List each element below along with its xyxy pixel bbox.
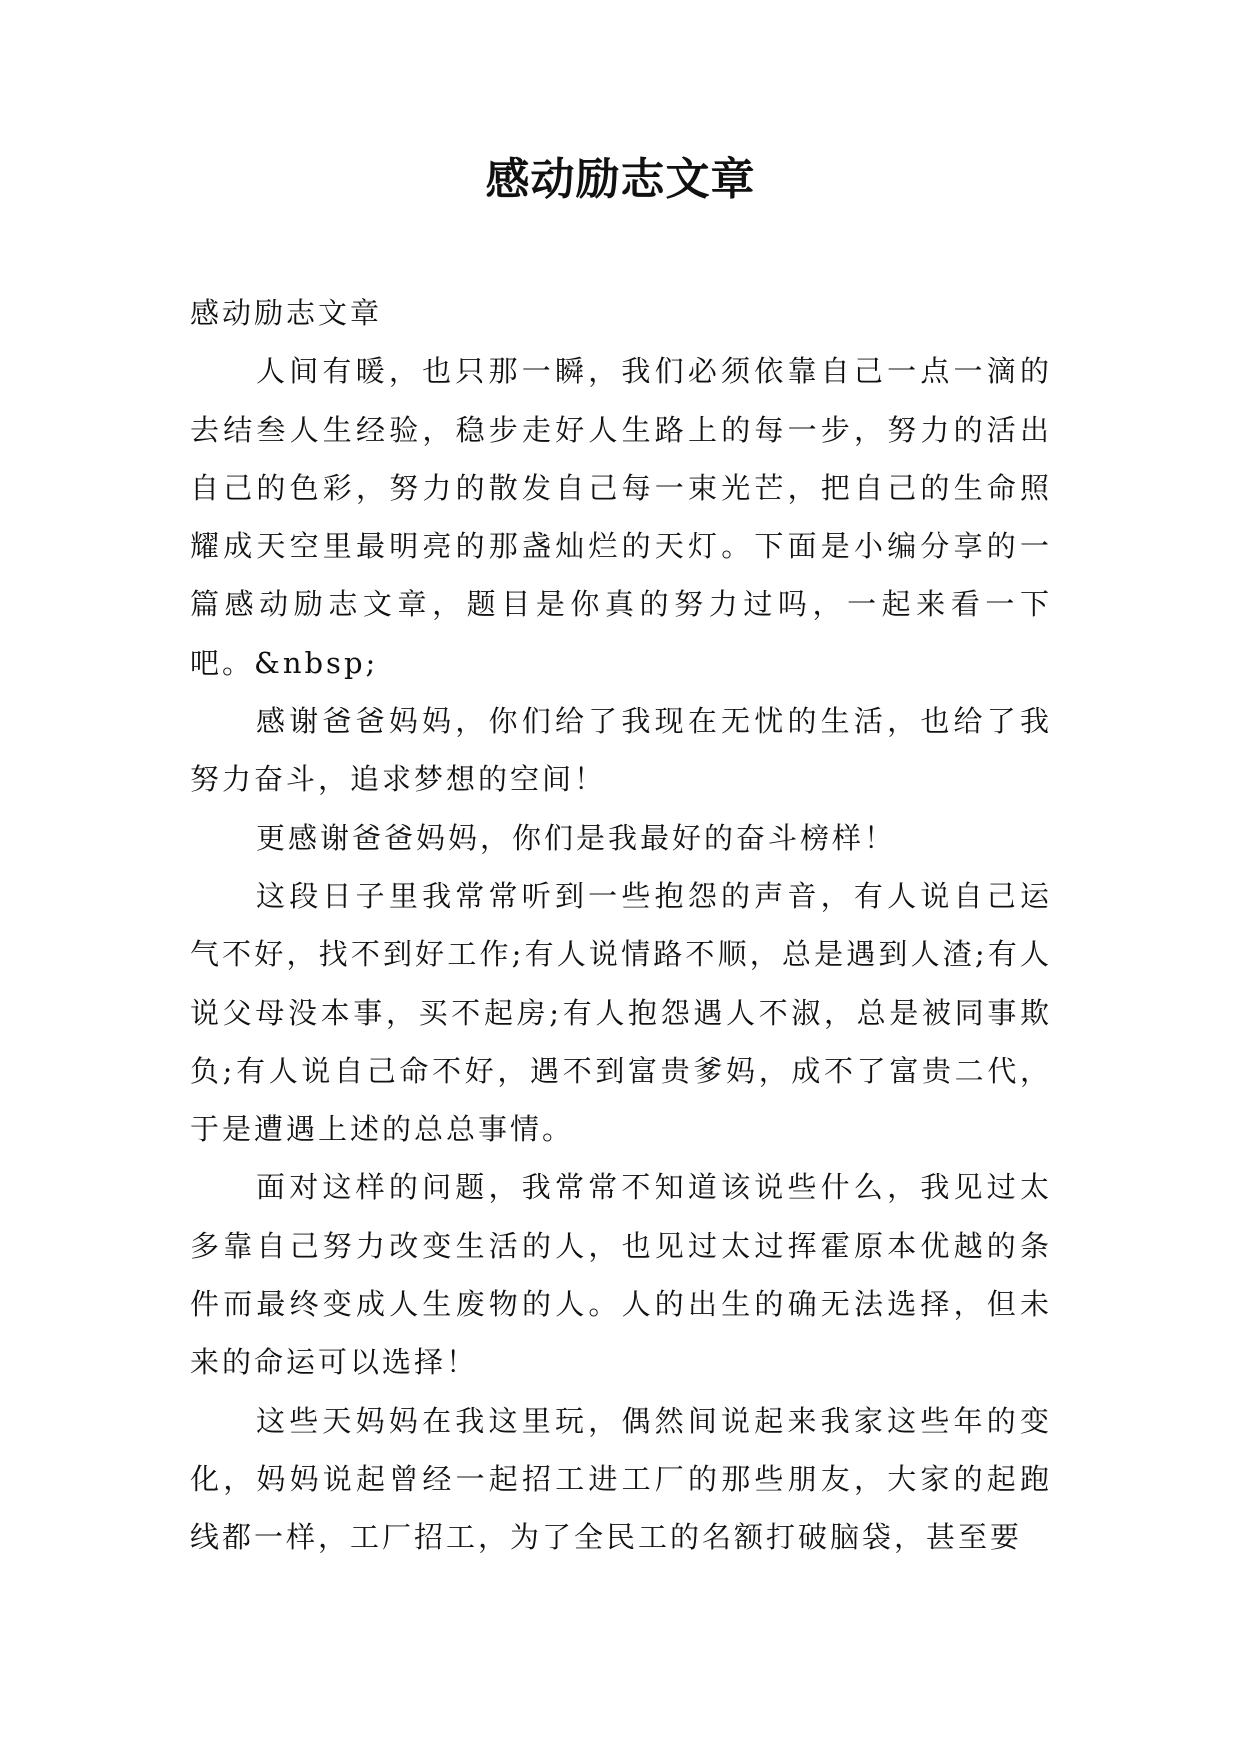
paragraph: 更感谢爸爸妈妈，你们是我最好的奋斗榜样！ <box>256 820 897 855</box>
document-body <box>190 284 1052 1567</box>
paragraph-subtitle: 感动励志文章 <box>190 296 383 330</box>
paragraph: 感谢爸爸妈妈，你们给了我现在无忧的生活，也给了我努力奋斗，追求梦想的空间！ <box>190 704 1052 797</box>
paragraph: 面对这样的问题，我常常不知道该说些什么，我见过太多靠自己努力改变生活的人，也见过太过挥霍原本优越的条件而最终变成人生废物的人。人的出生的确无法选择，但未来的命运可以选择！ <box>190 1170 1052 1380</box>
document-title: 感动励志文章 <box>485 154 756 205</box>
paragraph: 这些天妈妈在我这里玩，偶然间说起来我家这些年的变化，妈妈说起曾经一起招工进工厂的那些朋友，大家的起跑线都一样，工厂招工，为了全民工的名额打破脑袋，甚至要 <box>190 1403 1052 1555</box>
paragraph: 这段日子里我常常听到一些抱怨的声音，有人说自己运气不好，找不到好工作;有人说情路不顺，总是遇到人渣;有人说父母没本事，买不起房;有人抱怨遇人不淑，总是被同事欺负;有人说自己命不好，遇不到富贵爹妈，成不了富贵二代，于是遭遇上述的总总事情。 <box>190 878 1052 1147</box>
paragraph: 人间有暖，也只那一瞬，我们必须依靠自己一点一滴的去结叁人生经验，稳步走好人生路上的每一步，努力的活出自己的色彩，努力的散发自己每一束光芒，把自己的生命照耀成天空里最明亮的那盏灿烂的天灯。下面是小编分享的一篇感动励志文章，题目是你真的努力过吗，一起来看一下吧。&nbsp; <box>190 354 1052 680</box>
